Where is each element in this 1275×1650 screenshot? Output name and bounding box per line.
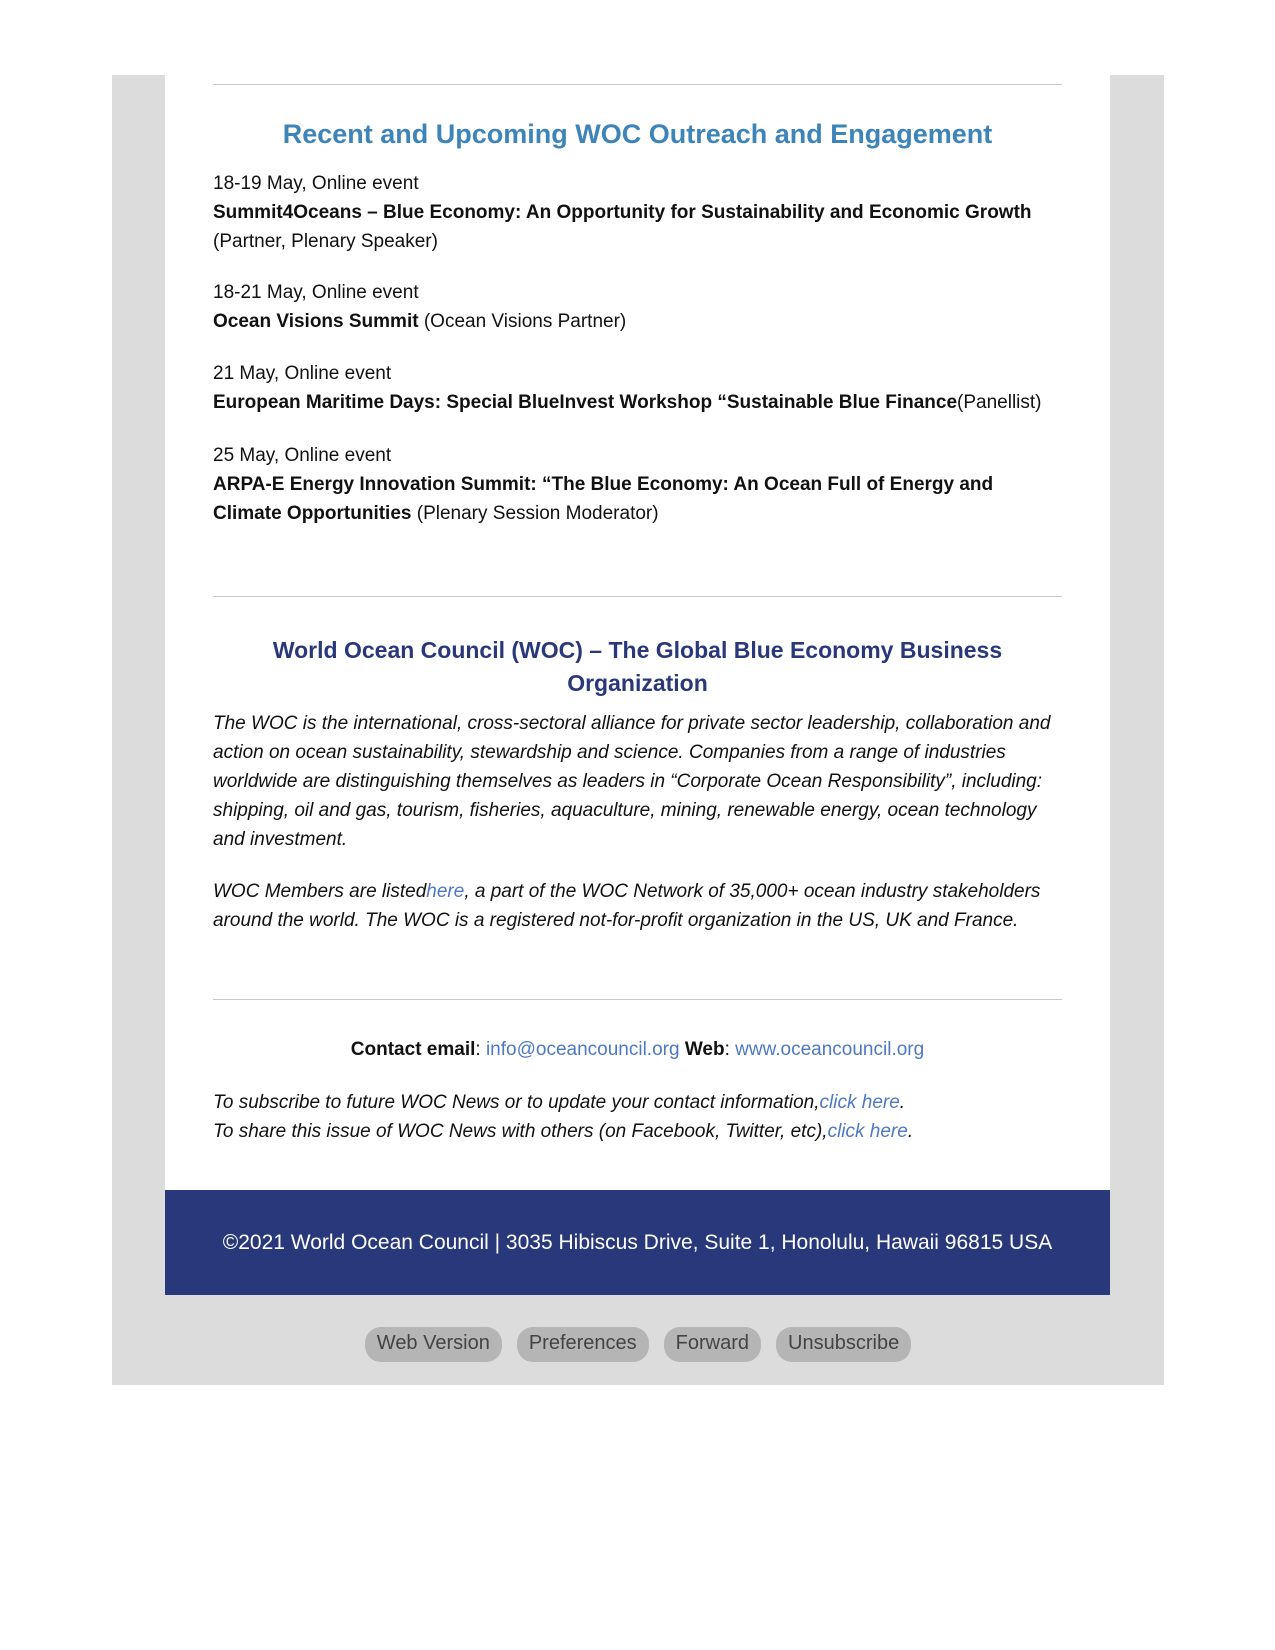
event-role: (Partner, Plenary Speaker) <box>213 231 438 252</box>
members-text: WOC Members are listed <box>213 881 427 902</box>
events-section-title: Recent and Upcoming WOC Outreach and Engagement <box>282 119 993 149</box>
members-link[interactable]: here <box>426 881 465 902</box>
event-role: (Plenary Session Moderator) <box>411 503 659 524</box>
event-item <box>213 169 1073 256</box>
event-item <box>213 359 1073 417</box>
divider <box>213 84 1062 85</box>
about-section-title <box>213 634 1062 700</box>
footer-address: ©2021 World Ocean Council | 3035 Hibiscus Drive, Suite 1, Honolulu, Hawaii 96815 USA <box>222 1231 1053 1254</box>
separator: : <box>724 1039 736 1060</box>
subscribe-text: To subscribe to future WOC News or to update your contact information, <box>213 1092 820 1113</box>
share-link[interactable]: click here <box>827 1121 908 1142</box>
members-paragraph <box>213 877 1068 935</box>
event-name: European Maritime Days: Special BlueInvest Workshop “Sustainable Blue Finance <box>213 392 958 413</box>
event-item <box>213 278 1073 336</box>
event-date: 25 May, Online event <box>213 445 392 466</box>
footer-bar <box>165 1190 1110 1295</box>
preferences-button[interactable]: Preferences <box>517 1327 649 1362</box>
web-version-button[interactable]: Web Version <box>365 1327 502 1362</box>
unsubscribe-button[interactable]: Unsubscribe <box>776 1327 911 1362</box>
event-role: (Panellist) <box>957 392 1042 413</box>
members-text: , a part of the WOC Network of 35,000+ ocean industry stakeholders around the world. The WOC is a registered not-for-profit organization in the US, UK and France. <box>213 881 1041 931</box>
web-label: Web <box>684 1039 725 1060</box>
forward-button[interactable]: Forward <box>664 1327 761 1362</box>
period: . <box>899 1092 906 1113</box>
separator: : <box>475 1039 486 1060</box>
about-paragraph: The WOC is the international, cross-sectoral alliance for private sector leadership, collaboration and action on ocean sustainability, stewardship and science. Companies from a range of industries worldwide are distinguishing themselves as leaders in “Corporate Ocean Responsibility”, including: shipping, oil and gas, tourism, fisheries, aquaculture, mining, renewable energy, ocean technology and investment. <box>213 713 1051 850</box>
event-role: (Ocean Visions Partner) <box>418 311 627 332</box>
web-link[interactable]: www.oceancouncil.org <box>735 1039 925 1060</box>
event-date: 21 May, Online event <box>213 363 392 384</box>
divider <box>213 999 1062 1000</box>
about-title-line: Organization <box>567 670 708 696</box>
email-link[interactable]: info@oceancouncil.org <box>485 1039 680 1060</box>
about-title-line: World Ocean Council (WOC) – The Global Blue Economy Business <box>272 637 1003 663</box>
event-name: ARPA-E Energy Innovation Summit: “The Blue Economy: An Ocean Full of Energy and Climate Opportunities <box>213 474 994 524</box>
contact-line <box>213 1035 1062 1064</box>
event-item <box>213 441 1033 528</box>
event-date: 18-19 May, Online event <box>213 173 419 194</box>
contact-email-label: Contact email <box>350 1039 476 1060</box>
event-date: 18-21 May, Online event <box>213 282 419 303</box>
period: . <box>907 1121 914 1142</box>
event-name: Summit4Oceans – Blue Economy: An Opportunity for Sustainability and Economic Growth <box>213 202 1032 223</box>
divider <box>213 596 1062 597</box>
subscribe-link[interactable]: click here <box>819 1092 900 1113</box>
event-name: Ocean Visions Summit <box>213 311 419 332</box>
bottom-button-row <box>112 1327 1164 1362</box>
share-text: To share this issue of WOC News with others (on Facebook, Twitter, etc), <box>213 1121 828 1142</box>
subscribe-info <box>213 1088 1073 1146</box>
